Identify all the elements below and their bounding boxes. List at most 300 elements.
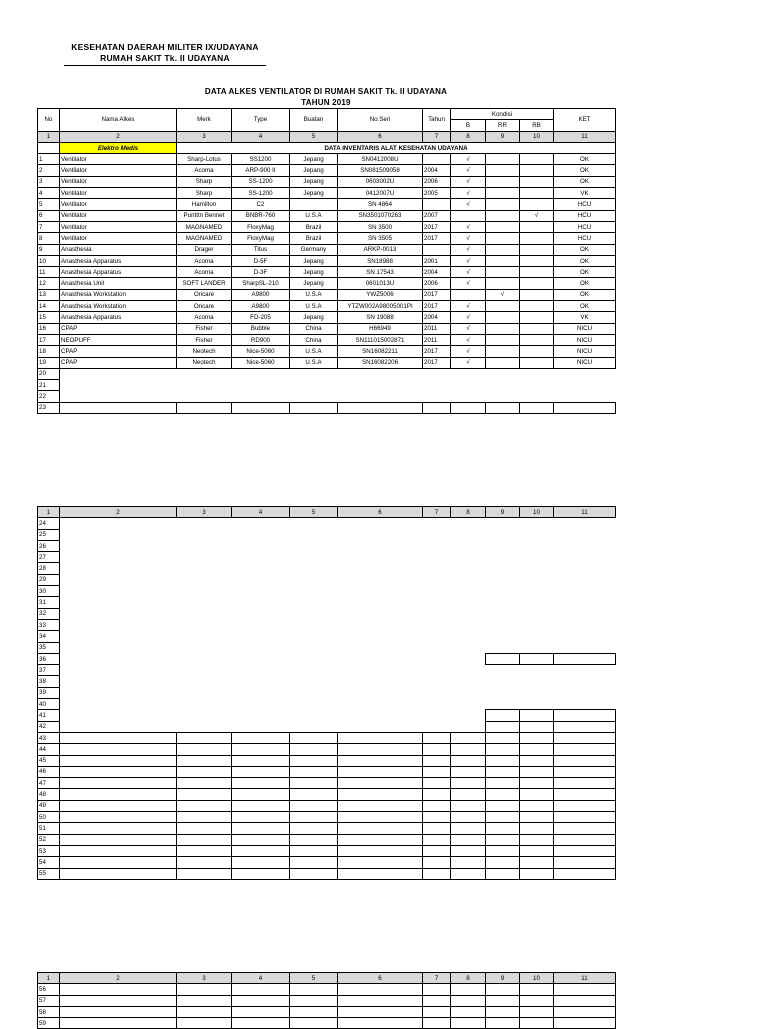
empty-cell	[451, 563, 486, 574]
empty-cell	[486, 665, 520, 676]
cell-type: ARP-900 II	[232, 165, 290, 176]
table-row	[38, 631, 616, 642]
empty-cell	[60, 800, 177, 811]
cell-type: Titus	[232, 244, 290, 255]
empty-cell	[423, 732, 451, 743]
cell-nama: Anasthesia Apparatus	[60, 312, 177, 323]
empty-cell	[177, 732, 232, 743]
cell-b: √	[451, 357, 486, 368]
cell-no: 10	[38, 255, 60, 266]
empty-cell	[486, 619, 520, 630]
empty-cell	[486, 552, 520, 563]
empty-cell	[60, 845, 177, 856]
table-row	[38, 267, 616, 278]
header-kondisi-rb: RB	[520, 120, 554, 131]
empty-cell	[232, 608, 290, 619]
empty-cell	[177, 391, 232, 402]
empty-cell	[554, 995, 616, 1006]
empty-cell	[177, 380, 232, 391]
empty-cell	[554, 721, 616, 732]
empty-cell	[290, 812, 338, 823]
table-row	[38, 357, 616, 368]
empty-cell	[554, 368, 616, 379]
cell-no: 28	[38, 563, 60, 574]
empty-cell	[60, 619, 177, 630]
table-row	[38, 165, 616, 176]
cell-no: 27	[38, 552, 60, 563]
column-index-cell: 5	[290, 507, 338, 518]
empty-cell	[520, 608, 554, 619]
cell-type: SS-1200	[232, 188, 290, 199]
empty-cell	[423, 380, 451, 391]
empty-cell	[451, 823, 486, 834]
empty-cell	[486, 755, 520, 766]
cell-no: 29	[38, 574, 60, 585]
empty-cell	[423, 402, 451, 413]
empty-cell	[338, 608, 423, 619]
empty-cell	[423, 631, 451, 642]
table-row	[38, 244, 616, 255]
cell-buatan: U.S.A	[290, 346, 338, 357]
empty-cell	[520, 755, 554, 766]
cell-no: 3	[38, 176, 60, 187]
cell-noseri: SN081509058	[338, 165, 423, 176]
empty-cell	[338, 665, 423, 676]
empty-cell	[60, 653, 177, 664]
empty-cell	[290, 868, 338, 879]
document-year: TAHUN 2019	[301, 98, 351, 107]
cell-rb	[520, 334, 554, 345]
empty-cell	[520, 518, 554, 529]
cell-rb	[520, 357, 554, 368]
empty-cell	[520, 380, 554, 391]
empty-cell	[451, 540, 486, 551]
empty-cell	[338, 586, 423, 597]
cell-merk: Hamilton	[177, 199, 232, 210]
empty-cell	[177, 642, 232, 653]
cell-no: 17	[38, 334, 60, 345]
empty-cell	[232, 744, 290, 755]
empty-cell	[338, 699, 423, 710]
cell-ket: OK	[554, 154, 616, 165]
empty-cell	[338, 402, 423, 413]
empty-cell	[338, 518, 423, 529]
empty-cell	[486, 744, 520, 755]
empty-cell	[290, 391, 338, 402]
empty-cell	[60, 540, 177, 551]
empty-cell	[451, 845, 486, 856]
empty-cell	[177, 563, 232, 574]
empty-cell	[232, 676, 290, 687]
cell-b: √	[451, 176, 486, 187]
table-row	[38, 574, 616, 585]
empty-cell	[554, 778, 616, 789]
cell-no: 31	[38, 597, 60, 608]
cell-ket: OK	[554, 267, 616, 278]
cell-nama: Ventilator	[60, 233, 177, 244]
empty-cell	[60, 823, 177, 834]
empty-cell	[177, 995, 232, 1006]
cell-type: FloxyMag	[232, 233, 290, 244]
empty-cell	[554, 619, 616, 630]
cell-rr	[486, 199, 520, 210]
empty-cell	[338, 574, 423, 585]
table-row	[38, 199, 616, 210]
cell-noseri: SN111015002871	[338, 334, 423, 345]
empty-cell	[486, 608, 520, 619]
cell-rb	[520, 199, 554, 210]
empty-cell	[451, 1018, 486, 1029]
cell-tahun: 2011	[423, 334, 451, 345]
empty-cell	[60, 778, 177, 789]
cell-noseri: ARKP-0013	[338, 244, 423, 255]
table-row	[38, 845, 616, 856]
empty-cell	[423, 766, 451, 777]
empty-cell	[232, 755, 290, 766]
column-index-cell: 3	[177, 507, 232, 518]
cell-buatan	[290, 199, 338, 210]
empty-cell	[451, 368, 486, 379]
cell-tahun: 2017	[423, 233, 451, 244]
empty-cell	[451, 732, 486, 743]
cell-merk: Acoma	[177, 255, 232, 266]
empty-cell	[177, 1018, 232, 1029]
cell-rb: √	[520, 210, 554, 221]
empty-cell	[554, 586, 616, 597]
column-index-cell: 3	[177, 131, 232, 142]
empty-cell	[520, 642, 554, 653]
empty-cell	[290, 586, 338, 597]
header-row	[38, 109, 616, 120]
cell-merk: SOFT LANDER	[177, 278, 232, 289]
cell-merk: Acoma	[177, 165, 232, 176]
empty-cell	[290, 755, 338, 766]
column-index-cell: 4	[232, 507, 290, 518]
empty-cell	[338, 380, 423, 391]
empty-cell	[338, 778, 423, 789]
empty-cell	[232, 653, 290, 664]
empty-cell	[338, 812, 423, 823]
cell-tahun: 2004	[423, 165, 451, 176]
cell-noseri: SN16082211	[338, 346, 423, 357]
empty-cell	[177, 597, 232, 608]
cell-noseri: SN 19088	[338, 312, 423, 323]
empty-cell	[486, 687, 520, 698]
column-index-cell: 11	[554, 973, 616, 984]
empty-cell	[451, 995, 486, 1006]
column-index-row	[38, 507, 616, 518]
empty-cell	[60, 552, 177, 563]
empty-cell	[177, 812, 232, 823]
empty-cell	[451, 800, 486, 811]
empty-cell	[486, 631, 520, 642]
empty-cell	[486, 800, 520, 811]
empty-cell	[554, 653, 616, 664]
cell-b: √	[451, 278, 486, 289]
cell-tahun	[423, 199, 451, 210]
cell-buatan: U.S.A	[290, 357, 338, 368]
empty-cell	[232, 540, 290, 551]
empty-cell	[554, 563, 616, 574]
empty-cell	[554, 402, 616, 413]
empty-cell	[60, 631, 177, 642]
cell-no: 20	[38, 368, 60, 379]
empty-cell	[451, 402, 486, 413]
cell-b: √	[451, 199, 486, 210]
cell-b: √	[451, 255, 486, 266]
table-row	[38, 812, 616, 823]
table-row	[38, 1006, 616, 1017]
empty-cell	[486, 812, 520, 823]
cell-rr	[486, 301, 520, 312]
empty-cell	[554, 800, 616, 811]
cell-ket: NICU	[554, 323, 616, 334]
empty-cell	[423, 518, 451, 529]
empty-cell	[177, 710, 232, 721]
empty-cell	[232, 687, 290, 698]
empty-cell	[451, 642, 486, 653]
empty-cell	[451, 391, 486, 402]
empty-cell	[451, 518, 486, 529]
empty-cell	[338, 552, 423, 563]
table-row	[38, 642, 616, 653]
empty-cell	[486, 391, 520, 402]
cell-merk: Oricare	[177, 301, 232, 312]
empty-cell	[60, 687, 177, 698]
cell-rr	[486, 357, 520, 368]
empty-cell	[554, 834, 616, 845]
cell-rr	[486, 210, 520, 221]
empty-cell	[338, 563, 423, 574]
empty-cell	[290, 710, 338, 721]
table-row	[38, 586, 616, 597]
cell-merk: Neotech	[177, 346, 232, 357]
cell-no: 19	[38, 357, 60, 368]
empty-cell	[60, 721, 177, 732]
table-row	[38, 665, 616, 676]
cell-merk: Drager	[177, 244, 232, 255]
empty-cell	[60, 812, 177, 823]
cell-rb	[520, 221, 554, 232]
cell-no: 7	[38, 221, 60, 232]
cell-ket: HCU	[554, 233, 616, 244]
empty-cell	[177, 721, 232, 732]
empty-cell	[486, 766, 520, 777]
empty-cell	[338, 732, 423, 743]
table-row	[38, 789, 616, 800]
empty-cell	[177, 631, 232, 642]
column-index-cell: 11	[554, 507, 616, 518]
cell-tahun: 2017	[423, 346, 451, 357]
cell-noseri: YTZW002A98005001PI	[338, 301, 423, 312]
cell-no: 8	[38, 233, 60, 244]
cell-b: √	[451, 165, 486, 176]
empty-cell	[232, 552, 290, 563]
empty-cell	[451, 687, 486, 698]
empty-cell	[290, 687, 338, 698]
empty-cell	[232, 710, 290, 721]
section-label-elektro-medis: Elektro Medis	[60, 142, 177, 153]
empty-cell	[232, 586, 290, 597]
empty-cell	[486, 857, 520, 868]
empty-cell	[554, 789, 616, 800]
empty-cell	[232, 789, 290, 800]
empty-cell	[290, 529, 338, 540]
empty-cell	[423, 529, 451, 540]
column-index-cell: 9	[486, 973, 520, 984]
empty-cell	[554, 540, 616, 551]
table-row	[38, 289, 616, 300]
cell-tahun: 2004	[423, 312, 451, 323]
empty-cell	[177, 984, 232, 995]
empty-cell	[338, 619, 423, 630]
table-row	[38, 823, 616, 834]
cell-no: 56	[38, 984, 60, 995]
empty-cell	[423, 391, 451, 402]
empty-cell	[177, 608, 232, 619]
empty-cell	[554, 766, 616, 777]
empty-cell	[177, 402, 232, 413]
empty-cell	[423, 721, 451, 732]
cell-noseri: 0412007U	[338, 188, 423, 199]
table-row	[38, 868, 616, 879]
cell-no: 50	[38, 812, 60, 823]
cell-no: 38	[38, 676, 60, 687]
empty-cell	[338, 823, 423, 834]
empty-cell	[177, 518, 232, 529]
empty-cell	[451, 574, 486, 585]
empty-cell	[290, 857, 338, 868]
table-row	[38, 710, 616, 721]
cell-nama: Ventilator	[60, 154, 177, 165]
empty-cell	[232, 995, 290, 1006]
empty-cell	[520, 845, 554, 856]
cell-nama: Ventilator	[60, 199, 177, 210]
cell-buatan: Jepang	[290, 267, 338, 278]
empty-cell	[338, 721, 423, 732]
cell-rb	[520, 278, 554, 289]
empty-cell	[60, 597, 177, 608]
empty-cell	[486, 845, 520, 856]
cell-merk: Fisher	[177, 334, 232, 345]
header-kondisi-rr: RR	[486, 120, 520, 131]
empty-cell	[554, 574, 616, 585]
cell-no: 30	[38, 586, 60, 597]
cell-merk: Acoma	[177, 267, 232, 278]
empty-cell	[554, 552, 616, 563]
cell-ket: OK	[554, 255, 616, 266]
empty-cell	[554, 868, 616, 879]
empty-cell	[451, 653, 486, 664]
cell-nama: Ventilator	[60, 176, 177, 187]
cell-rr	[486, 154, 520, 165]
column-index-cell: 10	[520, 131, 554, 142]
empty-cell	[423, 845, 451, 856]
empty-cell	[451, 721, 486, 732]
empty-cell	[554, 518, 616, 529]
cell-no: 43	[38, 732, 60, 743]
cell-nama: NEOPUFF	[60, 334, 177, 345]
inventory-table-page1	[37, 108, 616, 414]
empty-cell	[60, 766, 177, 777]
empty-cell	[520, 368, 554, 379]
empty-cell	[232, 391, 290, 402]
empty-cell	[177, 368, 232, 379]
empty-cell	[232, 631, 290, 642]
cell-noseri: SN16082206	[338, 357, 423, 368]
empty-cell	[338, 710, 423, 721]
cell-merk: Sharp-Lotus	[177, 154, 232, 165]
cell-no: 52	[38, 834, 60, 845]
table-row	[38, 995, 616, 1006]
cell-nama: Anasthesia Apparatus	[60, 267, 177, 278]
cell-ket: NICU	[554, 357, 616, 368]
cell-noseri: H66949	[338, 323, 423, 334]
empty-cell	[232, 642, 290, 653]
cell-b	[451, 210, 486, 221]
empty-cell	[423, 540, 451, 551]
cell-type: SS-1200	[232, 176, 290, 187]
empty-cell	[486, 710, 520, 721]
header-kondisi: Kondisi	[451, 109, 554, 120]
empty-cell	[486, 789, 520, 800]
cell-b: √	[451, 221, 486, 232]
empty-cell	[232, 812, 290, 823]
empty-cell	[486, 642, 520, 653]
empty-cell	[60, 744, 177, 755]
org-name-line2: RUMAH SAKIT Tk. II UDAYANA	[100, 53, 230, 63]
empty-cell	[554, 665, 616, 676]
cell-no: 41	[38, 710, 60, 721]
cell-buatan: Jepang	[290, 165, 338, 176]
empty-cell	[520, 812, 554, 823]
empty-cell	[486, 676, 520, 687]
empty-cell	[232, 529, 290, 540]
empty-cell	[451, 619, 486, 630]
empty-cell	[451, 710, 486, 721]
section-blank	[38, 142, 60, 153]
cell-noseri: SN0412008U	[338, 154, 423, 165]
empty-cell	[60, 586, 177, 597]
cell-rr	[486, 233, 520, 244]
empty-cell	[520, 868, 554, 879]
table-row	[38, 857, 616, 868]
cell-noseri: SN 4864	[338, 199, 423, 210]
table-row	[38, 233, 616, 244]
empty-cell	[520, 391, 554, 402]
empty-cell	[554, 845, 616, 856]
empty-cell	[177, 699, 232, 710]
column-index-cell: 4	[232, 973, 290, 984]
empty-cell	[177, 586, 232, 597]
empty-cell	[423, 687, 451, 698]
cell-no: 24	[38, 518, 60, 529]
table-row	[38, 334, 616, 345]
cell-ket: NICU	[554, 346, 616, 357]
empty-cell	[554, 823, 616, 834]
empty-cell	[554, 755, 616, 766]
empty-cell	[520, 984, 554, 995]
column-index-row	[38, 973, 616, 984]
empty-cell	[290, 608, 338, 619]
cell-rb	[520, 244, 554, 255]
empty-cell	[290, 597, 338, 608]
cell-ket: NICU	[554, 334, 616, 345]
cell-merk: Oricare	[177, 289, 232, 300]
empty-cell	[290, 732, 338, 743]
empty-cell	[451, 778, 486, 789]
cell-tahun: 2017	[423, 357, 451, 368]
